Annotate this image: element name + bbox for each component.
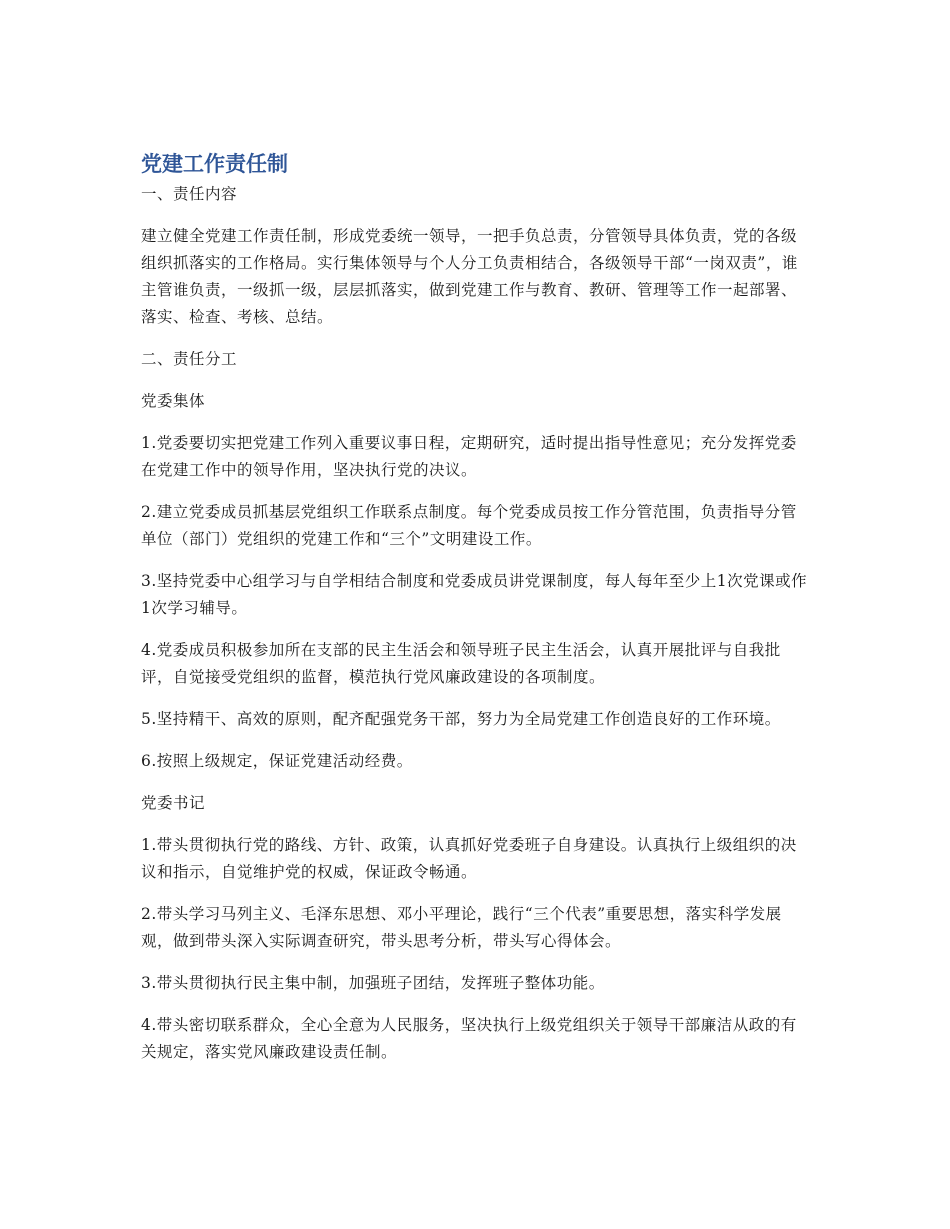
- document-title: 党建工作责任制: [141, 152, 288, 176]
- list-item: 6.按照上级规定，保证党建活动经费。: [141, 752, 413, 770]
- list-item: 1.带头贯彻执行党的路线、方针、政策，认真抓好党委班子自身建设。认真执行上级组织的决议和指示，自觉维护党的权威，保证政令畅通。: [141, 836, 797, 881]
- list-item: 2.带头学习马列主义、毛泽东思想、邓小平理论，践行“三个代表”重要思想，落实科学发展观，做到带头深入实际调查研究，带头思考分析，带头写心得体会。: [141, 905, 782, 950]
- list-item: 4.党委成员积极参加所在支部的民主生活会和领导班子民主生活会，认真开展批评与自我批评，自觉接受党组织的监督，模范执行党风廉政建设的各项制度。: [141, 641, 781, 686]
- list-item: 5.坚持精干、高效的原则，配齐配强党务干部，努力为全局党建工作创造良好的工作环境。: [141, 710, 781, 728]
- section-heading-division-of-duties: 二、责任分工: [141, 350, 238, 368]
- section-heading-responsibility-content: 一、责任内容: [141, 185, 238, 203]
- document-page: [141, 147, 811, 1066]
- subheading-party-secretary: 党委书记: [141, 794, 206, 812]
- list-item: 3.坚持党委中心组学习与自学相结合制度和党委成员讲党课制度，每人每年至少上1次党课或作1次学习辅导。: [141, 572, 808, 617]
- section-body-responsibility-content: 建立健全党建工作责任制，形成党委统一领导，一把手负总责，分管领导具体负责，党的各级组织抓落实的工作格局。实行集体领导与个人分工负责相结合，各级领导干部“一岗双责”，谁主管谁负责，一级抓一级，层层抓落实，做到党建工作与教育、教研、管理等工作一起部署、落实、检查、考核、总结。: [141, 227, 798, 326]
- list-item: 4.带头密切联系群众，全心全意为人民服务，坚决执行上级党组织关于领导干部廉洁从政的有关规定，落实党风廉政建设责任制。: [141, 1016, 797, 1061]
- subheading-party-committee: 党委集体: [141, 392, 206, 410]
- list-item: 2.建立党委成员抓基层党组织工作联系点制度。每个党委成员按工作分管范围，负责指导分管单位（部门）党组织的党建工作和“三个”文明建设工作。: [141, 503, 797, 548]
- list-item: 3.带头贯彻执行民主集中制，加强班子团结，发挥班子整体功能。: [141, 974, 605, 992]
- list-item: 1.党委要切实把党建工作列入重要议事日程，定期研究，适时提出指导性意见；充分发挥党委在党建工作中的领导作用，坚决执行党的决议。: [141, 434, 797, 479]
